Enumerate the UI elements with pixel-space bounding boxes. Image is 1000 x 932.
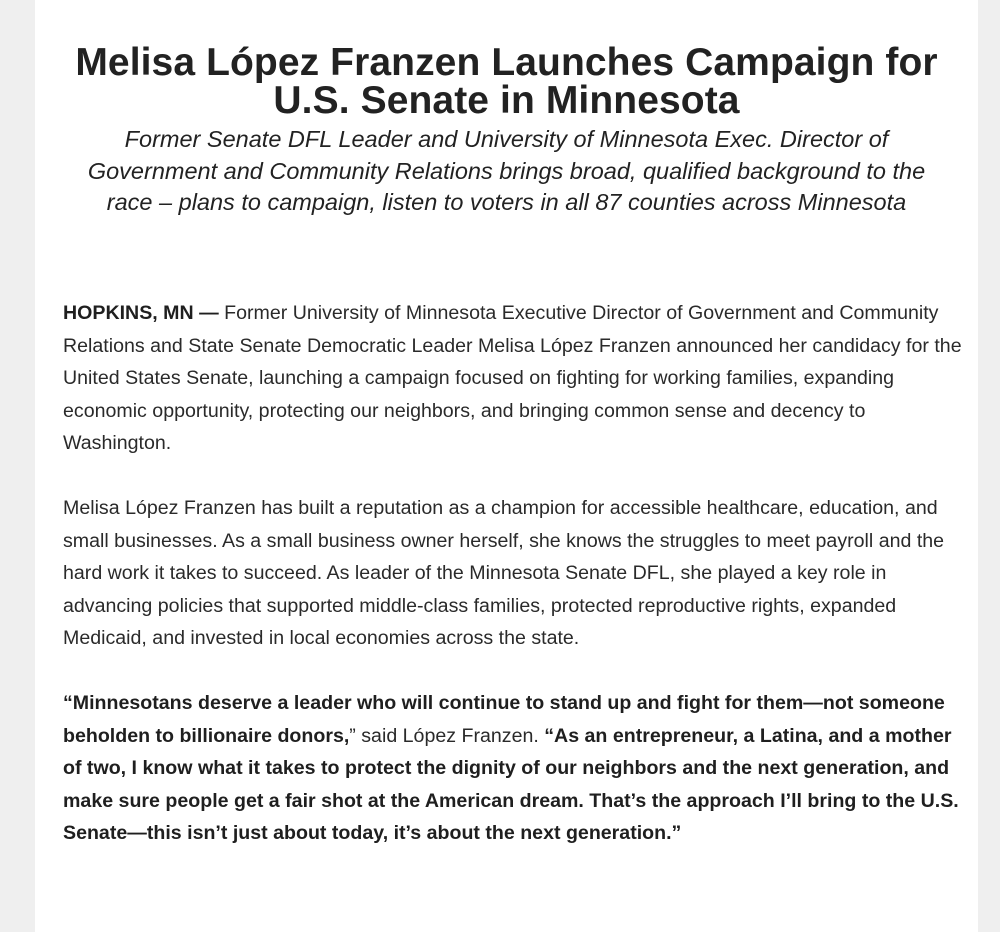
quote-second: “As an entrepreneur, a Latina, and a mother of two, I know what it takes to protect the dignity of our neighbors and the next generation, and make sure people get a fair shot at the American dream. That’s the approach I’ll bring to the U.S. Senate—this isn’t just about today, it’s about the next generation.”: [63, 724, 959, 844]
paragraph-background: Melisa López Franzen has built a reputation as a champion for accessible healthcare, education, and small businesses. As a small business owner herself, she knows the struggles to meet payroll and the hard work it takes to succeed. As leader of the Minnesota Senate DFL, she played a key role in advancing policies that supported middle-class families, protected reproductive rights, expanded Medicaid, and invested in local economies across the state.: [63, 497, 945, 649]
headline: Melisa López Franzen Launches Campaign for U.S. Senate in Minnesota: [75, 41, 938, 122]
paragraph-intro: [63, 297, 963, 460]
article-body: [63, 297, 963, 882]
press-release-page: [35, 0, 978, 932]
intro-text: Former University of Minnesota Executive Director of Government and Community Relations and State Senate Democratic Leader Melisa López Franzen announced her candidacy for the United States Senate, launching a campaign focused on fighting for working families, expanding economic opportunity, protecting our neighbors, and bringing common sense and decency to Washington.: [63, 302, 962, 454]
quote-attribution: ” said López Franzen.: [349, 724, 545, 747]
dateline: HOPKINS, MN —: [63, 302, 219, 324]
quote-first: “Minnesotans deserve a leader who will continue to stand up and fight for them—not someone beholden to billionaire donors,: [63, 692, 945, 747]
paragraph-quote: [63, 687, 963, 850]
subheadline: Former Senate DFL Leader and University of Minnesota Exec. Director of Government and Community Relations brings broad, qualified background to the race – plans to campaign, listen to voters in all 87 counties across Minnesota: [87, 126, 926, 215]
